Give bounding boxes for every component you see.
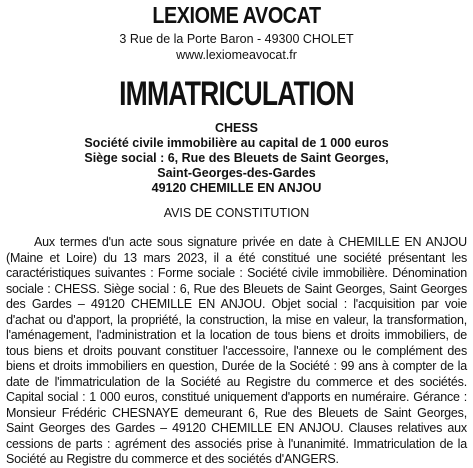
firm-address: 3 Rue de la Porte Baron - 49300 CHOLET: [119, 32, 354, 46]
notice-body: Aux termes d'un acte sous signature privée en date à CHEMILLE EN ANJOU (Maine et Loire) du 13 mars 2023, il a été constitué une société présentant les caractéristiques suivantes : Forme sociale : Société civile immobilière. Dénomination sociale : CHESS. Siège social : 6, Rue des Bleuets de Saint Georges, Saint Georges des Gardes – 49120 CHEMILLE EN ANJOU. Objet social : l'acquisition par voie d'achat ou d'apport, la propriété, la construction, la mise en valeur, la transformation, l'aménagement, l'administration et la location de tous biens et droits immobiliers, de tous biens et droits pouvant constituer l'accessoire, l'annexe ou le complément des biens et droits immobiliers en question, Durée de la Société : 99 ans à compter de la date de l'immatriculation de la Société au Registre du commerce et des sociétés. Capital social : 1 000 euros, constitué uniquement d'apports en numéraire. Gérance : Monsieur Frédéric CHESNAYE demeurant 6, Rue des Bleuets de Saint Georges, Saint Georges des Gardes – 49120 CHEMILLE EN ANJOU. Clauses relatives aux cessions de parts : agrément des associés prise à l'unanimité. Immatriculation de la Société au Registre du commerce et des sociétés d'ANGERS.: [6, 235, 467, 466]
firm-website: www.lexiomeavocat.fr: [176, 48, 297, 62]
company-seat-line-2: Saint-Georges-des-Gardes: [157, 166, 316, 180]
company-seat-line-3: 49120 CHEMILLE EN ANJOU: [151, 181, 322, 195]
notice-headline: IMMATRICULATION: [119, 75, 354, 113]
company-seat-line-1: Siège social : 6, Rue des Bleuets de Saint Georges,: [84, 151, 389, 165]
company-capital: Société civile immobilière au capital de 1 000 euros: [84, 136, 389, 150]
section-title: AVIS DE CONSTITUTION: [163, 206, 310, 220]
company-name: CHESS: [214, 121, 259, 135]
firm-name: LEXIOME AVOCAT: [152, 2, 321, 28]
